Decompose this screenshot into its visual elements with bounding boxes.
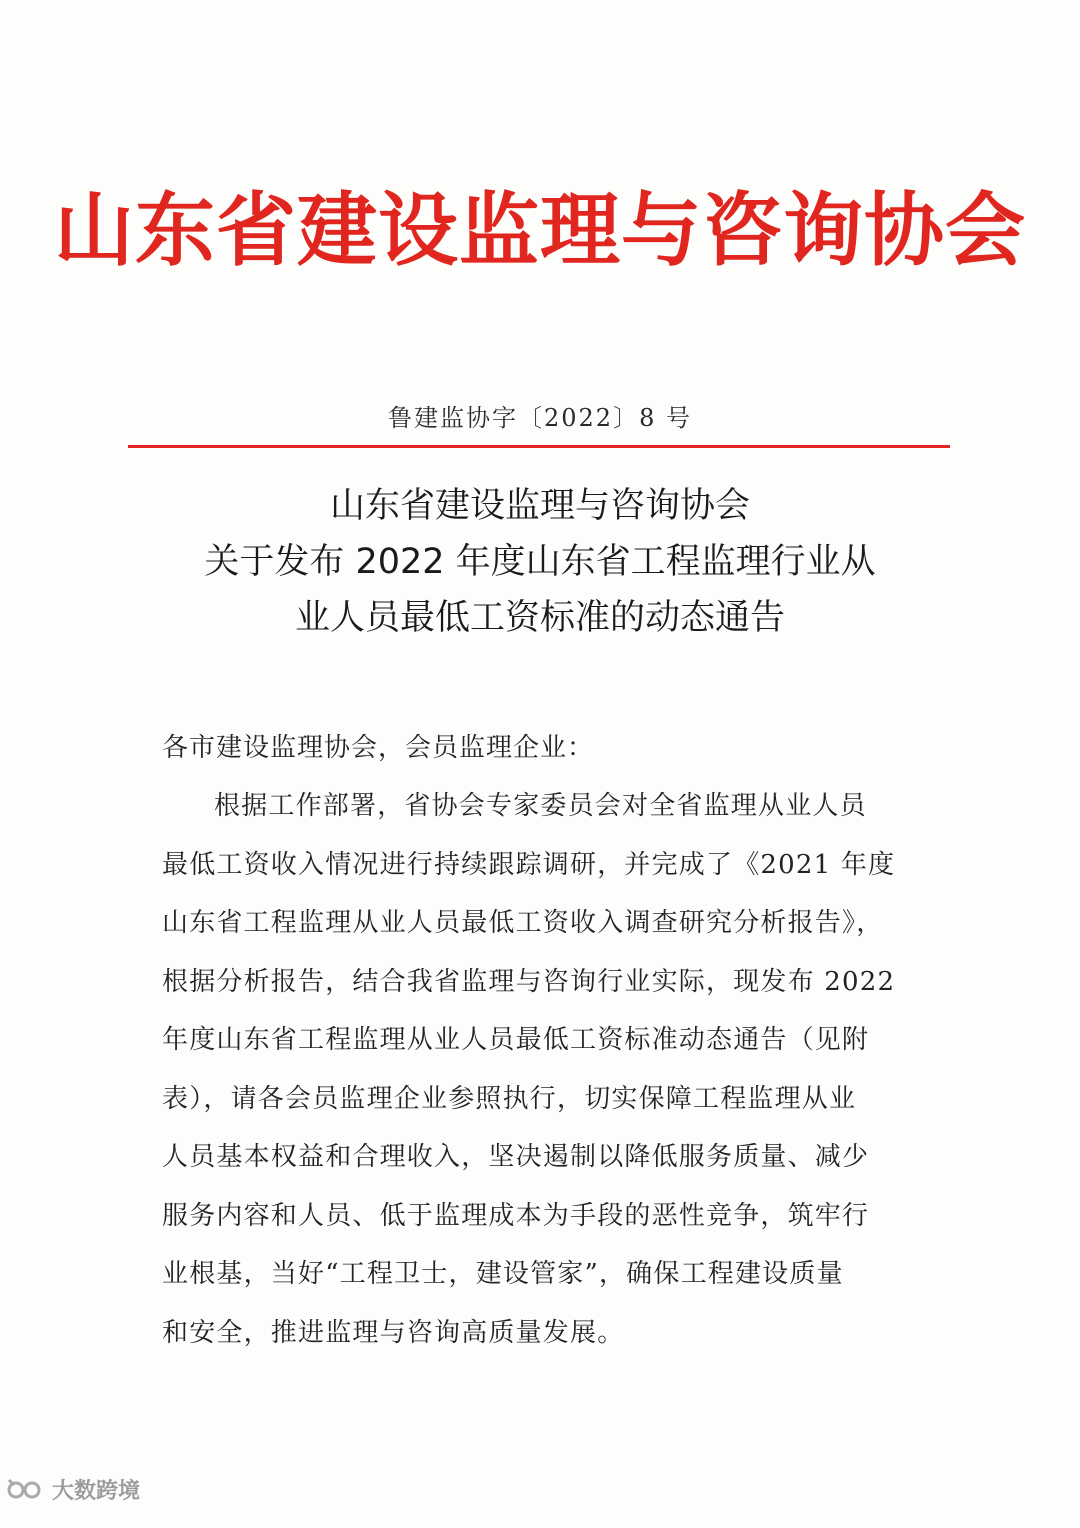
body-paragraph xyxy=(162,786,922,1371)
watermark-text: 大数跨境 xyxy=(52,1479,141,1504)
letterhead-title: 山东省建设监理与咨询协会 xyxy=(54,183,1026,277)
title-line: 关于发布 2022 年度山东省工程监理行业从 xyxy=(204,542,876,582)
body-line: 最低工资收入情况进行持续跟踪调研，并完成了《2021 年度 xyxy=(162,849,896,880)
watermark-logo-icon xyxy=(6,1476,46,1504)
title-line: 山东省建设监理与咨询协会 xyxy=(329,486,750,526)
body-line: 和安全，推进监理与咨询高质量发展。 xyxy=(162,1317,625,1348)
body-line: 山东省工程监理从业人员最低工资收入调查研究分析报告》， xyxy=(162,908,884,938)
body-line: 表），请各会员监理企业参照执行，切实保障工程监理从业 xyxy=(162,1083,857,1114)
title-line: 业人员最低工资标准的动态通告 xyxy=(294,598,785,638)
body-line: 年度山东省工程监理从业人员最低工资标准动态通告（见附 xyxy=(162,1025,870,1055)
notice-title xyxy=(130,478,950,646)
body-line: 根据分析报告，结合我省监理与咨询行业实际，现发布 2022 xyxy=(162,966,896,997)
watermark xyxy=(6,1474,140,1505)
salutation: 各市建设监理协会，会员监理企业： xyxy=(162,733,595,763)
body-line: 业根基，当好“工程卫士，建设管家”，确保工程建设质量 xyxy=(162,1259,844,1289)
body-line: 人员基本权益和合理收入，坚决遏制以降低服务质量、减少 xyxy=(162,1142,870,1172)
body-line: 根据工作部署，省协会专家委员会对全省监理从业人员 xyxy=(214,791,867,821)
body-line: 服务内容和人员、低于监理成本为手段的恶性竞争，筑牢行 xyxy=(162,1200,870,1231)
document-number: 鲁建监协字〔2022〕8 号 xyxy=(388,404,692,432)
red-divider xyxy=(128,445,950,448)
